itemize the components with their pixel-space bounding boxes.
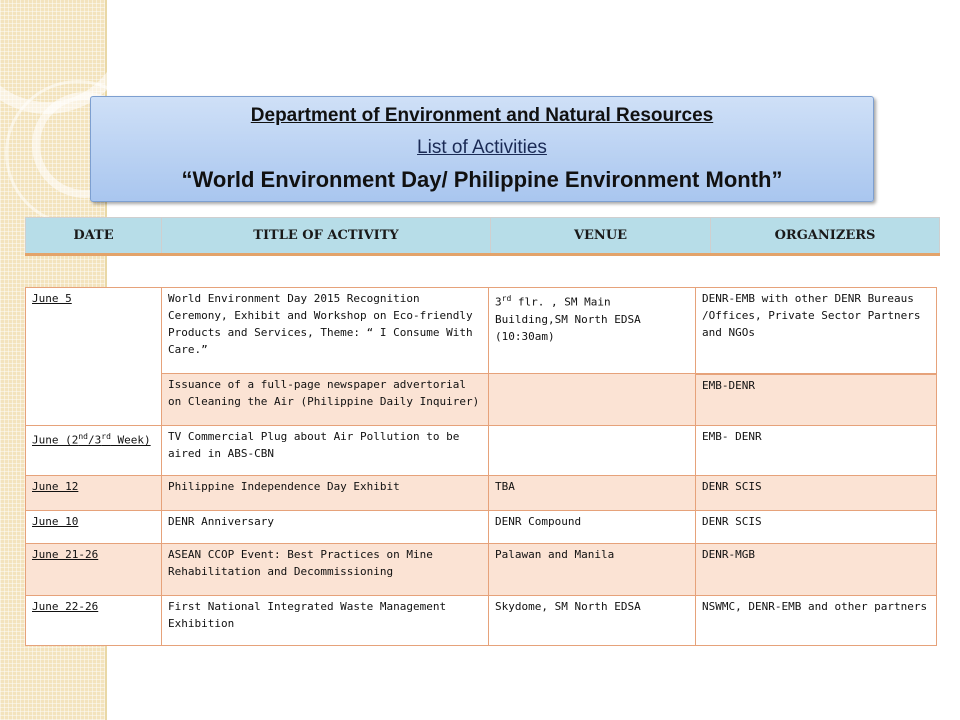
date-cell: June (2nd/3rd Week) [26, 426, 162, 476]
date-cell: June 22-26 [26, 596, 162, 646]
organizers-cell: EMB-DENR [696, 374, 937, 426]
organizers-cell: NSWMC, DENR-EMB and other partners [696, 596, 937, 646]
date-cell: June 12 [26, 476, 162, 511]
venue-cell [489, 426, 696, 476]
header-row [26, 218, 940, 255]
activities-table [25, 287, 937, 646]
header-venue: VENUE [491, 218, 711, 255]
title-cell: Philippine Independence Day Exhibit [162, 476, 489, 511]
department-title: Department of Environment and Natural Resources [250, 105, 714, 126]
table-row [26, 374, 937, 426]
table-row [26, 288, 937, 374]
header-organizers: ORGANIZERS [711, 218, 940, 255]
title-cell: DENR Anniversary [162, 511, 489, 544]
organizers-cell: DENR SCIS [696, 476, 937, 511]
title-cell: First National Integrated Waste Management Exhibition [162, 596, 489, 646]
list-subtitle: List of Activities [417, 137, 547, 158]
title-cell: World Environment Day 2015 Recognition Ceremony, Exhibit and Workshop on Eco-friendly Products and Services, Theme: “ I Consume With Care.” [162, 288, 489, 374]
venue-cell [489, 374, 696, 426]
header-title: TITLE OF ACTIVITY [162, 218, 491, 255]
venue-cell: 3rd flr. , SM Main Building,SM North EDSA (10:30am) [489, 288, 696, 374]
title-cell: ASEAN CCOP Event: Best Practices on Mine Rehabilitation and Decommissioning [162, 544, 489, 596]
venue-cell: TBA [489, 476, 696, 511]
table-row [26, 544, 937, 596]
date-cell: June 10 [26, 511, 162, 544]
table-row [26, 511, 937, 544]
organizers-cell: EMB- DENR [696, 426, 937, 476]
date-cell: June 5 [26, 288, 162, 426]
header-date: DATE [26, 218, 162, 255]
column-header-table [25, 217, 940, 256]
title-cell: Issuance of a full-page newspaper advertorial on Cleaning the Air (Philippine Daily Inquirer) [162, 374, 489, 426]
title-box [90, 96, 874, 202]
table-row [26, 476, 937, 511]
title-cell: TV Commercial Plug about Air Pollution to be aired in ABS-CBN [162, 426, 489, 476]
date-cell: June 21-26 [26, 544, 162, 596]
organizers-cell: DENR-MGB [696, 544, 937, 596]
organizers-cell: DENR SCIS [696, 511, 937, 544]
table-row [26, 426, 937, 476]
organizers-cell: DENR-EMB with other DENR Bureaus /Offices, Private Sector Partners and NGOs [696, 288, 937, 374]
venue-cell: Palawan and Manila [489, 544, 696, 596]
table-row [26, 596, 937, 646]
venue-cell: DENR Compound [489, 511, 696, 544]
event-title: “World Environment Day/ Philippine Environment Month” [181, 167, 783, 192]
venue-cell: Skydome, SM North EDSA [489, 596, 696, 646]
